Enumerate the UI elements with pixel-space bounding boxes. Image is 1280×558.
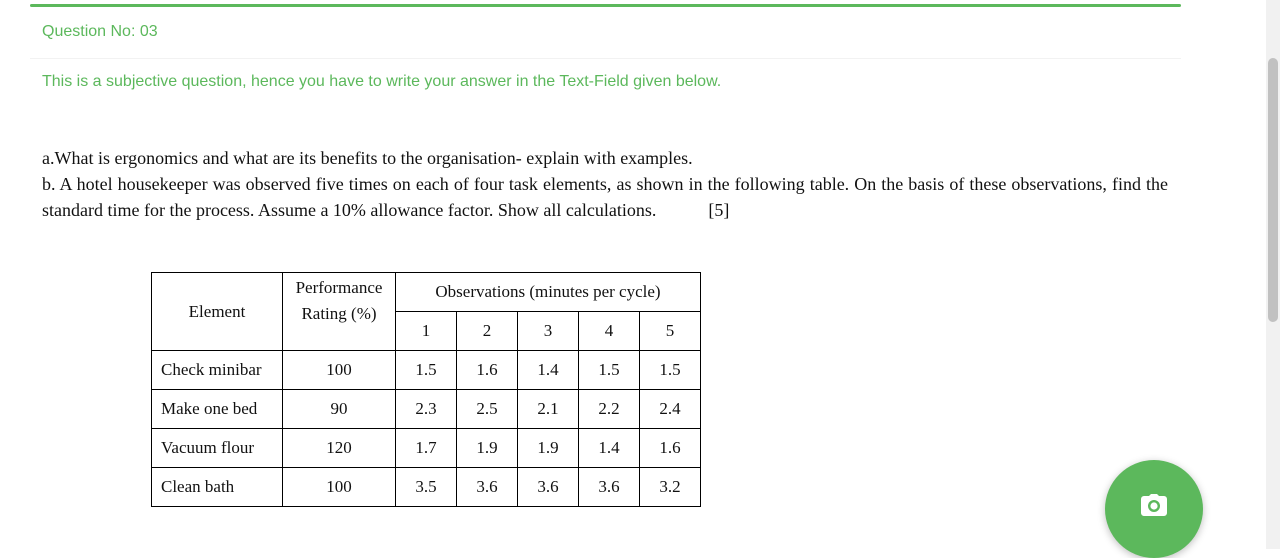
- cell-obs: 1.5: [396, 351, 457, 390]
- question-part-b-text: b. A hotel housekeeper was observed five times on each of four task elements, as shown in the following table. On the basis of these observations, find the standard time for the process. Assume a 10% allowance factor. Show all calculations.: [42, 174, 1168, 220]
- cell-element: Check minibar: [152, 351, 283, 390]
- cell-obs: 3.5: [396, 468, 457, 507]
- cell-obs: 2.1: [518, 390, 579, 429]
- table-row: [152, 351, 701, 390]
- cell-rating: 100: [283, 468, 396, 507]
- cell-element: Clean bath: [152, 468, 283, 507]
- obs-number: 1: [396, 312, 457, 351]
- obs-number: 2: [457, 312, 518, 351]
- cell-obs: 2.5: [457, 390, 518, 429]
- vertical-scrollbar[interactable]: [1266, 0, 1280, 549]
- marks-label: [5]: [708, 200, 730, 220]
- table-row: [152, 429, 701, 468]
- cell-rating: 100: [283, 351, 396, 390]
- header-element: Element: [152, 273, 283, 351]
- table-row: [152, 468, 701, 507]
- cell-element: Vacuum flour: [152, 429, 283, 468]
- scrollbar-thumb[interactable]: [1268, 58, 1278, 322]
- obs-number: 4: [579, 312, 640, 351]
- question-number: Question No: 03: [42, 23, 158, 40]
- cell-obs: 1.9: [457, 429, 518, 468]
- cell-element: Make one bed: [152, 390, 283, 429]
- camera-button[interactable]: [1105, 460, 1203, 558]
- question-instruction: This is a subjective question, hence you have to write your answer in the Text-Field given below.: [42, 73, 722, 90]
- question-part-a: a.What is ergonomics and what are its benefits to the organisation- explain with examples.: [42, 148, 693, 168]
- cell-obs: 3.6: [457, 468, 518, 507]
- cell-obs: 2.2: [579, 390, 640, 429]
- camera-icon: [1141, 497, 1167, 521]
- header-performance-rating: Performance Rating (%): [283, 273, 396, 351]
- divider: [30, 58, 1181, 59]
- cell-obs: 1.4: [518, 351, 579, 390]
- cell-obs: 3.2: [640, 468, 701, 507]
- cell-rating: 120: [283, 429, 396, 468]
- question-text: [42, 145, 1168, 223]
- table-header-row: [152, 273, 701, 312]
- table-row: [152, 390, 701, 429]
- cell-obs: 1.6: [457, 351, 518, 390]
- cell-obs: 1.5: [640, 351, 701, 390]
- cell-obs: 1.6: [640, 429, 701, 468]
- obs-number: 5: [640, 312, 701, 351]
- top-accent-bar: [30, 4, 1181, 7]
- observations-table: [151, 272, 701, 507]
- cell-obs: 1.5: [579, 351, 640, 390]
- obs-number: 3: [518, 312, 579, 351]
- cell-obs: 1.9: [518, 429, 579, 468]
- cell-obs: 1.4: [579, 429, 640, 468]
- cell-obs: 3.6: [579, 468, 640, 507]
- cell-obs: 2.3: [396, 390, 457, 429]
- cell-rating: 90: [283, 390, 396, 429]
- cell-obs: 1.7: [396, 429, 457, 468]
- cell-obs: 3.6: [518, 468, 579, 507]
- cell-obs: 2.4: [640, 390, 701, 429]
- question-part-b: [42, 171, 1168, 223]
- header-observations: Observations (minutes per cycle): [396, 273, 701, 312]
